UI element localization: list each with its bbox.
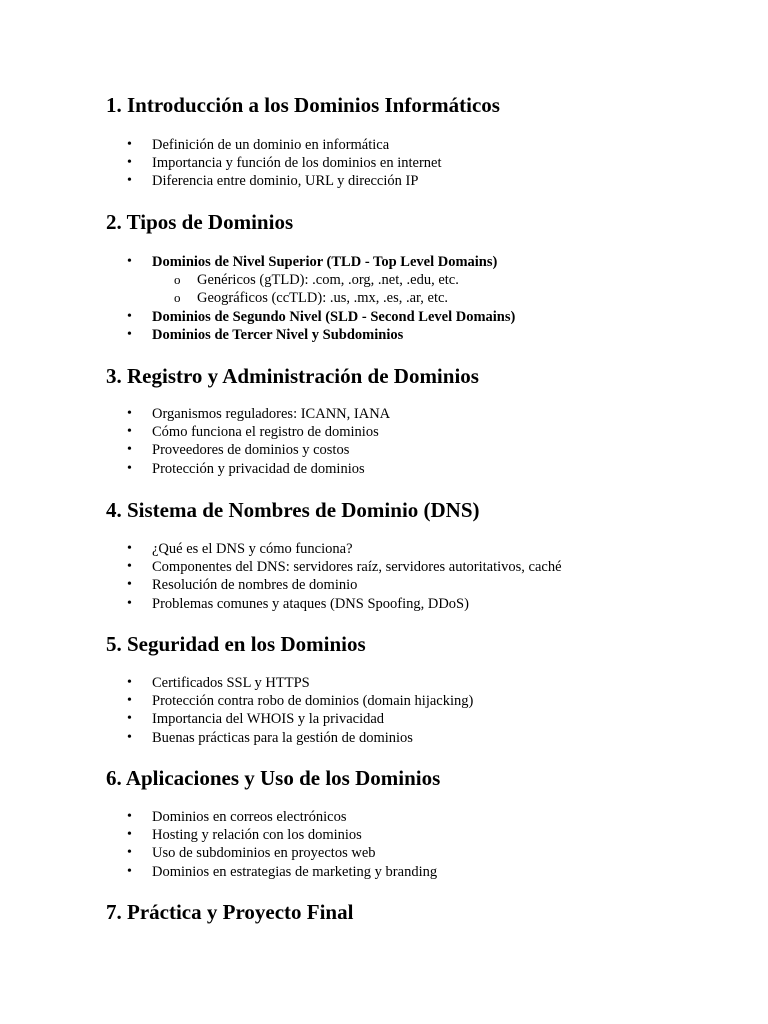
sub-list-item: o Geográficos (ccTLD): .us, .mx, .es, .ar, etc.	[174, 290, 449, 307]
bullet-icon: •	[127, 809, 132, 824]
list-item: • Certificados SSL y HTTPS	[127, 675, 310, 691]
bullet-icon: •	[127, 173, 132, 189]
list-item: • Hosting y relación con los dominios	[127, 827, 362, 844]
list-item: • Componentes del DNS: servidores raíz, servidores autoritativos, caché	[127, 559, 562, 576]
bullet-icon: •	[127, 863, 132, 879]
list-item: • Dominios de Tercer Nivel y Subdominios	[127, 326, 404, 343]
section-7	[106, 899, 726, 925]
section-heading: 3. Registro y Administración de Dominios	[106, 364, 479, 388]
bullet-icon: •	[127, 729, 132, 745]
section-heading: 1. Introducción a los Dominios Informáticos	[106, 93, 500, 117]
bullet-list	[106, 136, 442, 191]
bullet-list	[106, 405, 390, 478]
section-heading: 7. Práctica y Proyecto Final	[106, 900, 354, 924]
bullet-list	[106, 674, 473, 747]
bullet-icon: •	[127, 137, 132, 152]
list-item: • Proveedores de dominios y costos	[127, 442, 350, 459]
list-item: • Importancia y función de los dominios en internet	[127, 155, 442, 172]
section-heading: 5. Seguridad en los Dominios	[106, 632, 366, 656]
bullet-icon: •	[127, 845, 132, 861]
list-item: • Resolución de nombres de dominio	[127, 577, 358, 594]
list-item: • Dominios de Segundo Nivel (SLD - Second Level Domains)	[127, 308, 516, 325]
bullet-list	[106, 808, 437, 881]
list-item: • Cómo funciona el registro de dominios	[127, 424, 379, 441]
bullet-list	[106, 540, 562, 613]
list-item: • Dominios de Nivel Superior (TLD - Top Level Domains)	[127, 254, 498, 270]
list-item: • ¿Qué es el DNS y cómo funciona?	[127, 541, 353, 557]
section-4	[106, 497, 726, 612]
section-3	[106, 363, 726, 477]
section-heading: 4. Sistema de Nombres de Dominio (DNS)	[106, 498, 480, 522]
bullet-icon: •	[127, 711, 132, 727]
sub-list-item: o Genéricos (gTLD): .com, .org, .net, .edu, etc.	[174, 272, 459, 289]
bullet-icon: •	[127, 577, 132, 593]
bullet-icon: •	[127, 406, 132, 421]
section-1	[106, 92, 726, 190]
list-item: • Diferencia entre dominio, URL y dirección IP	[127, 173, 419, 190]
bullet-icon: •	[127, 254, 132, 269]
list-item: • Dominios en correos electrónicos	[127, 809, 347, 825]
bullet-icon: •	[127, 541, 132, 556]
bullet-icon: •	[127, 326, 132, 342]
section-6	[106, 765, 726, 880]
list-item: • Protección contra robo de dominios (domain hijacking)	[127, 693, 474, 710]
section-5	[106, 631, 726, 746]
bullet-icon: •	[127, 155, 132, 171]
bullet-list	[106, 253, 515, 344]
bullet-icon: •	[127, 827, 132, 843]
bullet-icon: •	[127, 675, 132, 690]
circle-bullet-icon: o	[174, 272, 181, 288]
list-item: • Buenas prácticas para la gestión de dominios	[127, 729, 413, 746]
sub-list-container	[106, 271, 515, 307]
bullet-icon: •	[127, 559, 132, 575]
circle-bullet-icon: o	[174, 290, 181, 306]
bullet-icon: •	[127, 308, 132, 324]
list-item: • Uso de subdominios en proyectos web	[127, 845, 376, 862]
section-heading: 2. Tipos de Dominios	[106, 210, 294, 234]
bullet-icon: •	[127, 595, 132, 611]
list-item: • Protección y privacidad de dominios	[127, 460, 365, 477]
list-item: • Definición de un dominio en informática	[127, 137, 390, 153]
bullet-icon: •	[127, 424, 132, 440]
bullet-icon: •	[127, 693, 132, 709]
list-item: • Organismos reguladores: ICANN, IANA	[127, 406, 391, 422]
list-item: • Importancia del WHOIS y la privacidad	[127, 711, 385, 728]
list-item: • Dominios en estrategias de marketing y branding	[127, 863, 438, 880]
sub-list	[106, 271, 515, 307]
bullet-icon: •	[127, 460, 132, 476]
list-item: • Problemas comunes y ataques (DNS Spoofing, DDoS)	[127, 595, 469, 612]
section-heading: 6. Aplicaciones y Uso de los Dominios	[106, 766, 441, 790]
bullet-icon: •	[127, 442, 132, 458]
section-2	[106, 209, 726, 343]
